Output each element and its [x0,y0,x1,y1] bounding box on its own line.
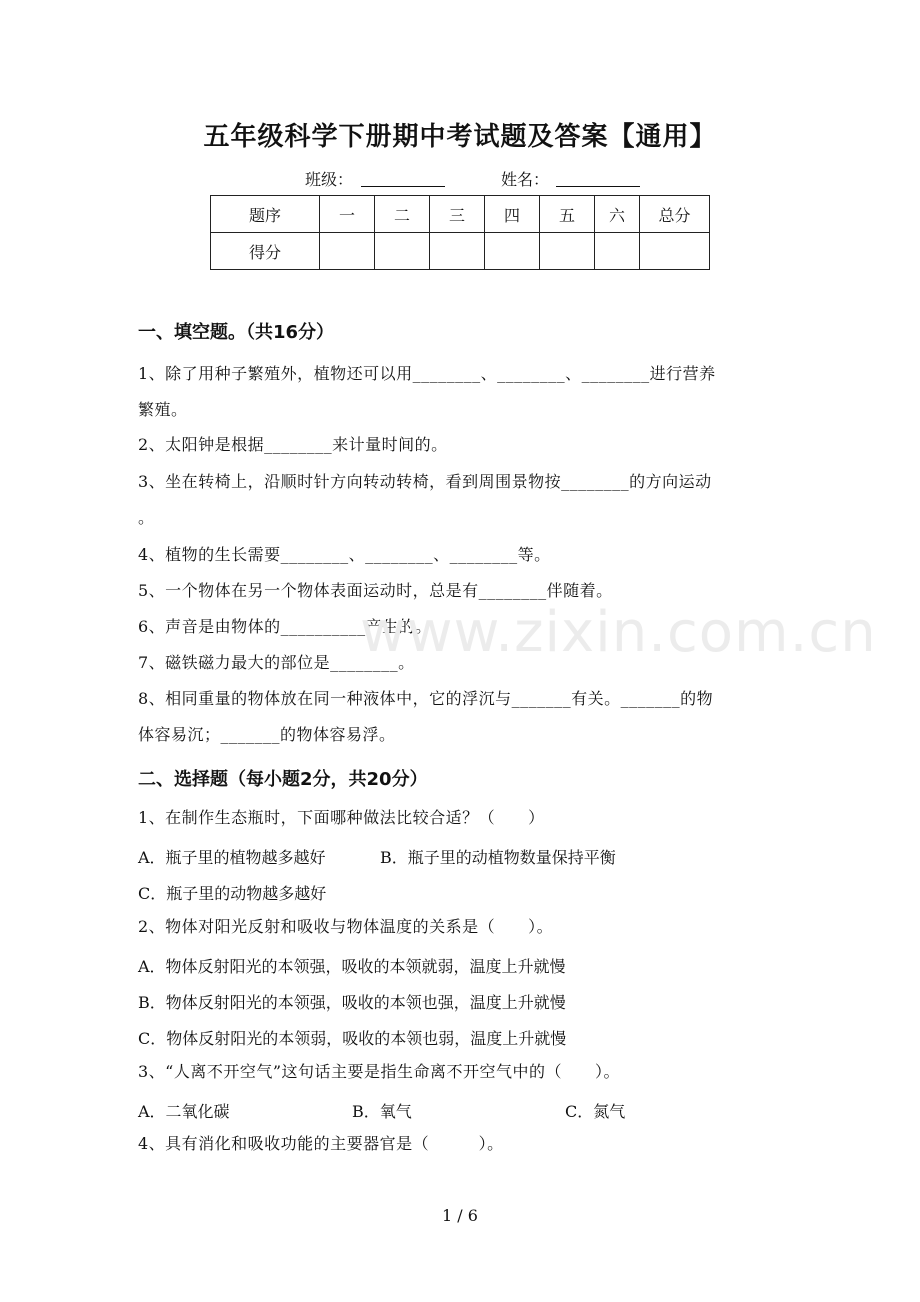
watermark: www.zixin.com.cn [360,600,877,665]
class-label: 班级： [305,170,354,189]
choice-option[interactable]: B．物体反射阳光的本领强，吸收的本领也强，温度上升就慢 [138,993,566,1012]
score-table-header-row [211,196,710,233]
score-row-label: 得分 [211,233,320,270]
score-cell[interactable] [430,233,485,270]
fill-question-line: 1、除了用种子繁殖外，植物还可以用________、________、________进行营养 [138,364,716,383]
fill-question-line: 7、磁铁磁力最大的部位是________。 [138,653,415,672]
score-header-cell: 六 [595,196,640,233]
choice-option[interactable]: C．瓶子里的动物越多越好 [138,884,327,903]
fill-question-line: 8、相同重量的物体放在同一种液体中，它的浮沉与_______有关。_______的物 [138,689,714,708]
name-blank[interactable] [556,186,640,187]
choice-option[interactable]: A．物体反射阳光的本领强，吸收的本领就弱，温度上升就慢 [138,957,566,976]
fill-question-line: 4、植物的生长需要________、________、________等。 [138,545,551,564]
choice-question: 3、“人离不开空气”这句话主要是指生命离不开空气中的（ ）。 [138,1062,621,1081]
section1-heading: 一、填空题。（共16分） [138,322,335,343]
score-cell[interactable] [640,233,710,270]
score-header-cell: 总分 [640,196,710,233]
choice-option[interactable]: A．瓶子里的植物越多越好 [138,848,326,867]
fill-question-line: 5、一个物体在另一个物体表面运动时，总是有________伴随着。 [138,581,613,600]
score-cell[interactable] [485,233,540,270]
name-label: 姓名： [501,170,550,189]
section2-heading: 二、选择题（每小题2分，共20分） [138,769,428,790]
choice-question: 2、物体对阳光反射和吸收与物体温度的关系是（ ）。 [138,917,554,936]
class-blank[interactable] [361,186,445,187]
score-header-cell: 二 [375,196,430,233]
fill-question-line: 。 [138,508,155,527]
score-header-cell: 三 [430,196,485,233]
choice-option[interactable]: C．氮气 [565,1102,626,1121]
fill-question-line: 3、坐在转椅上，沿顺时针方向转动转椅，看到周围景物按________的方向运动 [138,472,712,491]
choice-option[interactable]: B．瓶子里的动植物数量保持平衡 [380,848,616,867]
score-header-cell: 一 [320,196,375,233]
choice-option[interactable]: B．氧气 [352,1102,412,1121]
score-cell[interactable] [375,233,430,270]
choice-question: 4、具有消化和吸收功能的主要器官是（ ）。 [138,1134,504,1153]
score-header-cell: 题序 [211,196,320,233]
score-header-cell: 四 [485,196,540,233]
fill-question-line: 繁殖。 [138,400,188,419]
score-cell[interactable] [320,233,375,270]
choice-question: 1、在制作生态瓶时，下面哪种做法比较合适？（ ） [138,808,545,827]
exam-title: 五年级科学下册期中考试题及答案【通用】 [203,122,717,152]
fill-question-line: 2、太阳钟是根据________来计量时间的。 [138,435,448,454]
score-header-cell: 五 [540,196,595,233]
fill-question-line: 体容易沉；_______的物体容易浮。 [138,725,396,744]
score-cell[interactable] [595,233,640,270]
score-table-score-row [211,233,710,270]
fill-question-line: 6、声音是由物体的__________产生的。 [138,617,432,636]
choice-option[interactable]: C．物体反射阳光的本领弱，吸收的本领也弱，温度上升就慢 [138,1029,567,1048]
choice-option[interactable]: A．二氧化碳 [138,1102,230,1121]
score-table [210,195,710,270]
page-number: 1 / 6 [442,1206,478,1225]
score-cell[interactable] [540,233,595,270]
